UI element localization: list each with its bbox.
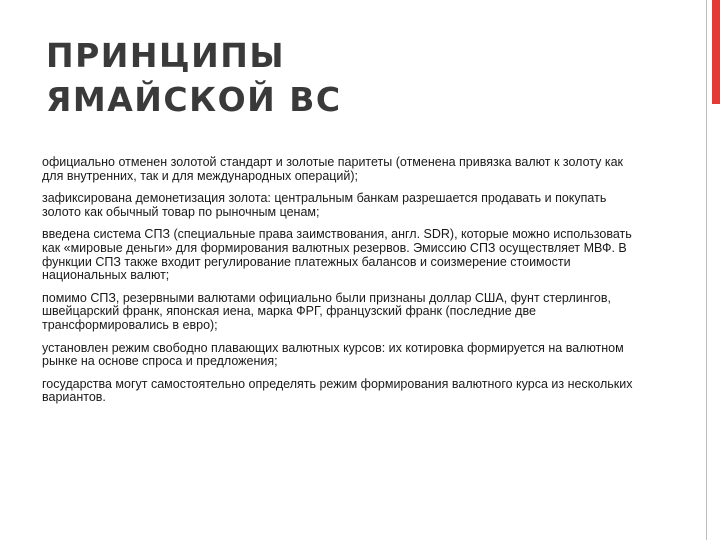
- principle-item-exchange-regime: государства могут самостоятельно определять режим формирования валютного курса из нескольких вариантов.: [42, 376, 633, 405]
- principle-item-demonetization: зафиксирована демонетизация золота: центральным банкам разрешается продавать и покупать золото как обычный товар по рыночным ценам;: [42, 191, 607, 219]
- principle-item-reserve-currencies: помимо СПЗ, резервными валютами официально были признаны доллар США, фунт стерлингов, швейцарский франк, японская иена, марка ФРГ, французский франк (последние две трансформировались в евро);: [42, 290, 611, 332]
- principle-item-floating-rates: установлен режим свободно плавающих валютных курсов: их котировка формируется на валютном рынке на основе спроса и предложения;: [42, 340, 624, 369]
- principles-list: [42, 156, 642, 414]
- slide-title: ПРИНЦИПЫ ЯМАЙСКОЙ ВС: [46, 36, 342, 119]
- accent-divider-line: [706, 0, 707, 540]
- principle-item-sdr-system: введена система СПЗ (специальные права заимствования, англ. SDR), которые можно использовать как «мировые деньги» для формирования валютных резервов. Эмиссию СПЗ осуществляет МВФ. В функции СПЗ также входит регулирование платежных балансов и соизмерение стоимости национальных валют;: [42, 227, 632, 283]
- principle-item-gold-standard: официально отменен золотой стандарт и золотые паритеты (отменена привязка валют к золоту как для внутренних, так и для международных операций);: [42, 155, 624, 183]
- accent-bar: [712, 0, 720, 104]
